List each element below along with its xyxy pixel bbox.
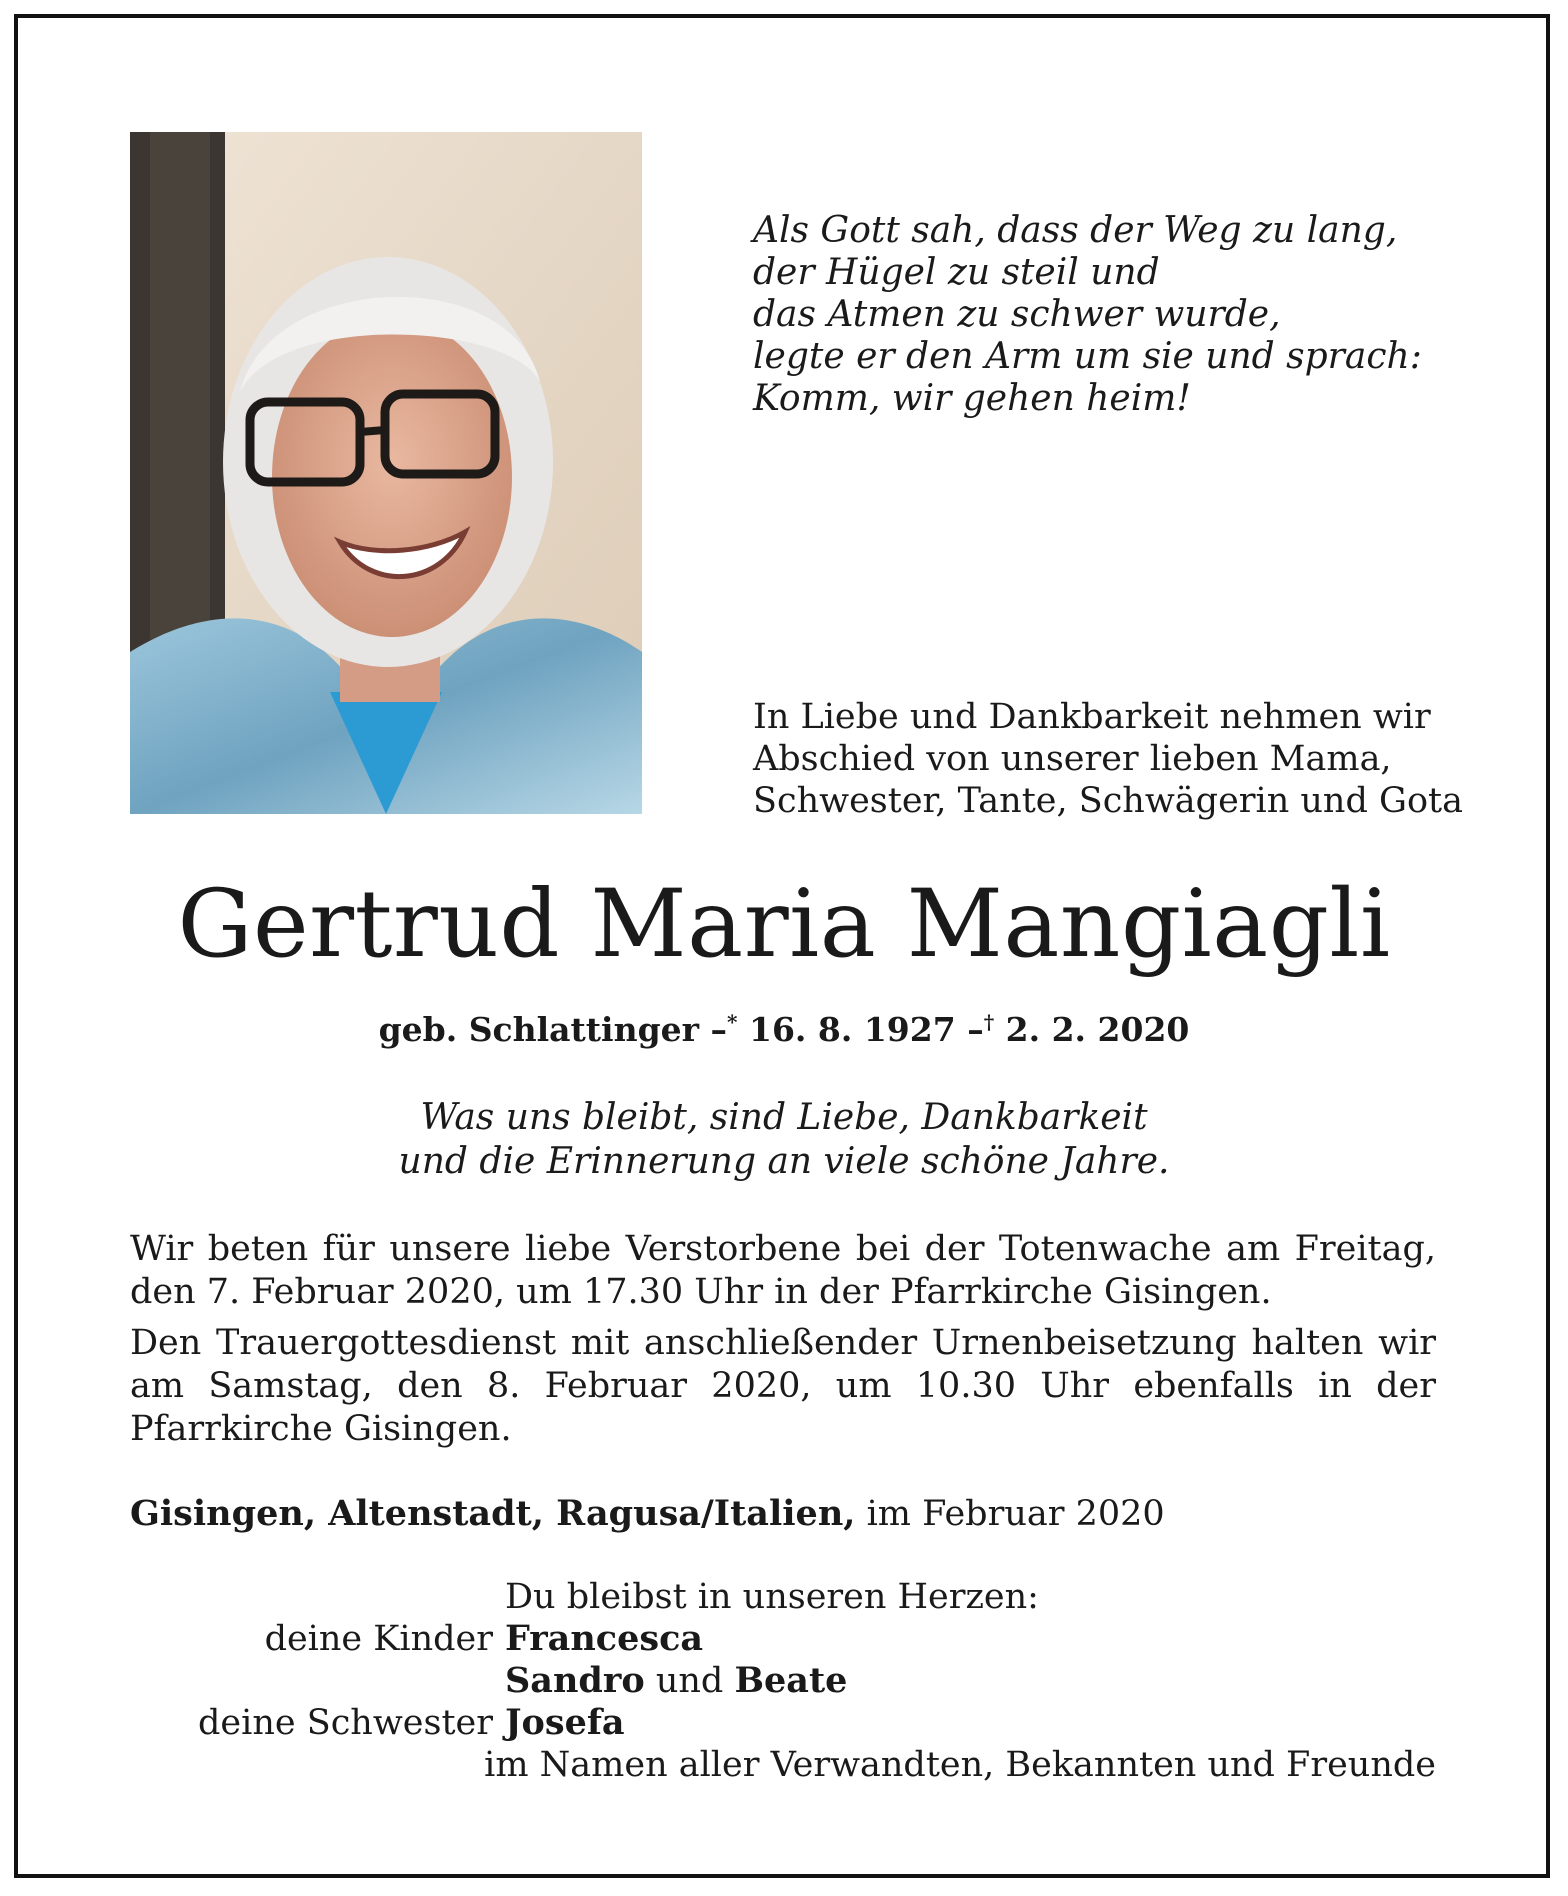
portrait-photo [130, 132, 642, 814]
conjunction: und [655, 1661, 724, 1701]
separator-dash: – [967, 1010, 984, 1049]
poem-line: der Hügel zu steil und [753, 252, 1160, 293]
service-details [130, 1228, 1436, 1459]
notice-date: im Februar 2020 [866, 1494, 1165, 1534]
farewell-intro [753, 696, 1463, 822]
quote-line: und die Erinnerung an viele schöne Jahre. [398, 1141, 1170, 1182]
poem-line: legte er den Arm um sie und sprach: [753, 336, 1422, 377]
life-dates [0, 1002, 1568, 1050]
separator-dash: – [710, 1010, 728, 1049]
relatives-line: im Namen aller Verwandten, Bekannten und Freunde [484, 1745, 1436, 1785]
poem-line: Als Gott sah, dass der Weg zu lang, [753, 210, 1398, 251]
memorial-poem [753, 210, 1433, 420]
signature-heading: Du bleibst in unseren Herzen: [505, 1577, 1039, 1617]
died-symbol: † [983, 1010, 995, 1034]
child-name: Francesca [505, 1618, 704, 1659]
child-name: Sandro [505, 1660, 645, 1701]
birth-date: 16. 8. 1927 [749, 1010, 956, 1049]
places: Gisingen, Altenstadt, Ragusa/Italien, [130, 1493, 856, 1534]
intro-line: In Liebe und Dankbarkeit nehmen wir [753, 697, 1431, 737]
poem-line: das Atmen zu schwer wurde, [753, 294, 1281, 335]
memorial-quote [0, 1096, 1568, 1184]
sister-label: deine Schwester [198, 1703, 493, 1743]
partner-name: Beate [734, 1660, 848, 1701]
signature-block [130, 1576, 1436, 1786]
quote-line: Was uns bleibt, sind Liebe, Dankbarkeit [420, 1097, 1148, 1138]
death-date: 2. 2. 2020 [1005, 1010, 1190, 1049]
born-symbol: * [727, 1010, 738, 1034]
children-label: deine Kinder [264, 1619, 493, 1659]
funeral-text: Den Trauergottesdienst mit anschließender Urnenbeisetzung halten wir am Samstag, den 8. Februar 2020, um 10.30 Uhr ebenfalls in der Pfarrkirche Gisingen. [130, 1323, 1436, 1449]
place-and-date [130, 1492, 1436, 1536]
sister-name: Josefa [505, 1702, 625, 1743]
birth-name: geb. Schlattinger [378, 1010, 700, 1049]
intro-line: Schwester, Tante, Schwägerin und Gota [753, 781, 1463, 821]
deceased-name: Gertrud Maria Mangiagli [177, 870, 1391, 979]
poem-line: Komm, wir gehen heim! [753, 378, 1191, 419]
intro-line: Abschied von unserer lieben Mama, [753, 739, 1392, 779]
wake-text: Wir beten für unsere liebe Verstorbene bei der Totenwache am Freitag, den 7. Februar 2020, um 17.30 Uhr in der Pfarrkirche Gisingen. [130, 1229, 1436, 1312]
